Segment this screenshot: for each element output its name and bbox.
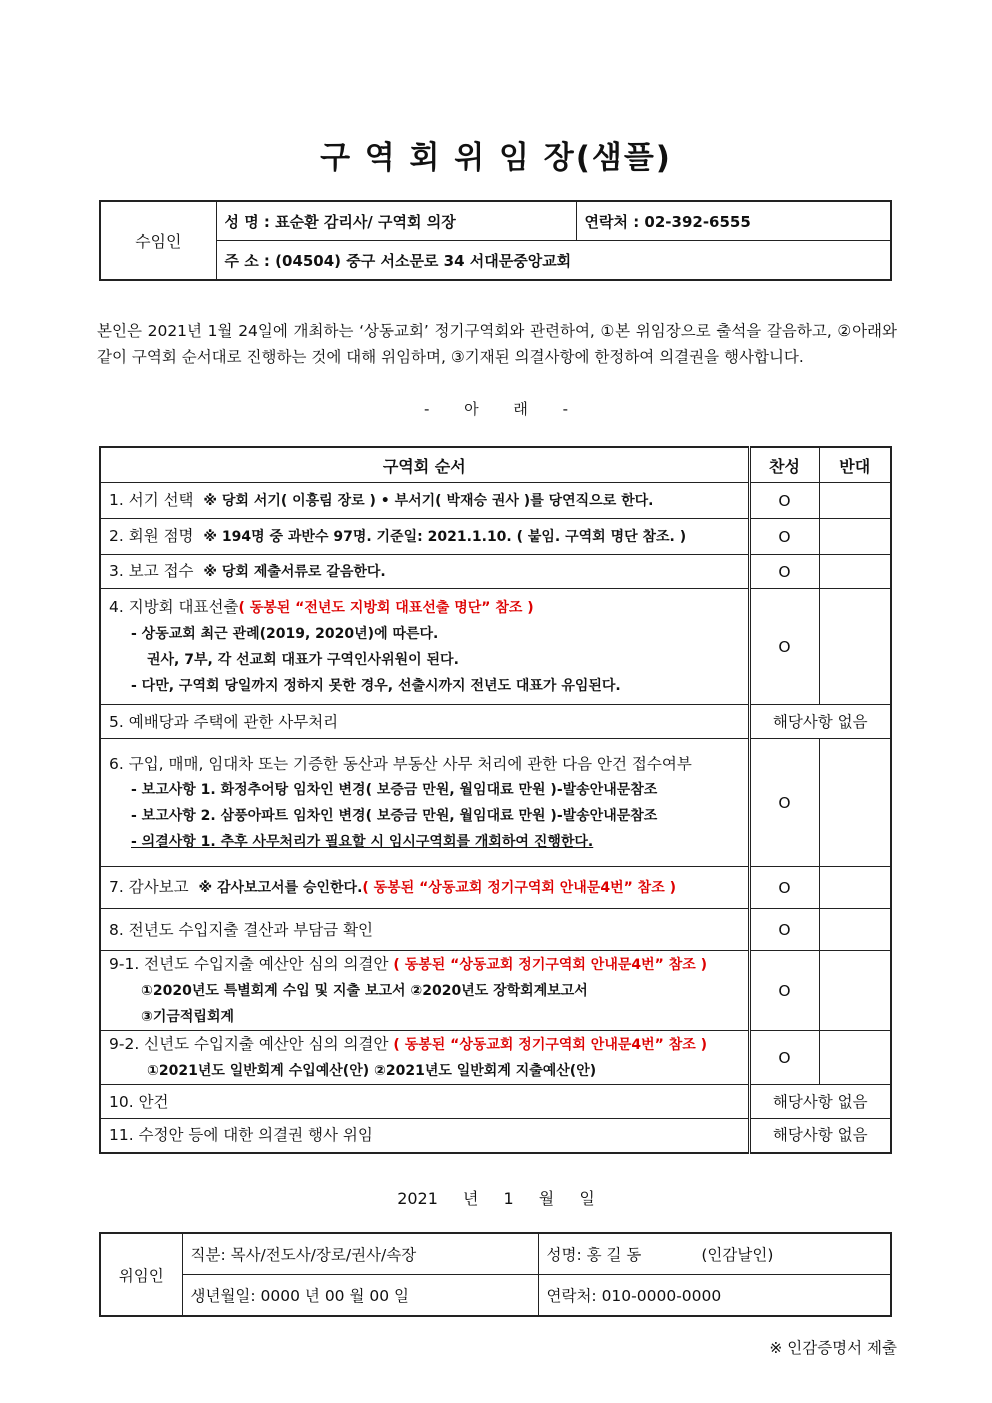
yes-mark: O — [749, 1031, 819, 1085]
item-main: 7. 감사보고 — [109, 878, 189, 896]
header-no: 반대 — [819, 447, 891, 483]
delegator-name: 성명: 홍 길 동 — [546, 1246, 642, 1264]
item-main: 4. 지방회 대표선출 — [109, 598, 239, 616]
ahrae-heading: - 아 래 - — [423, 400, 569, 418]
yes-mark: O — [749, 951, 819, 1031]
recipient-name: 성 명 : 표순환 감리사/ 구역회 의장 — [216, 201, 576, 241]
no-cell — [819, 519, 891, 555]
agenda-item — [100, 483, 749, 519]
delegator-contact: 연락처: 010-0000-0000 — [538, 1275, 891, 1317]
item-detail: ※ 194명 중 과반수 97명. 기준일: 2021.1.10. ( 붙임. 구역회 명단 참조. ) — [203, 529, 687, 545]
item-main: 9-1. 전년도 수입지출 예산안 심의 의결안 — [109, 955, 389, 973]
recipient-table — [99, 200, 892, 281]
yes-mark: O — [749, 483, 819, 519]
item-detail: ※ 당회 서기( 이흥림 장로 ) • 부서기( 박재승 권사 )를 당연직으로 한다. — [203, 493, 654, 509]
agenda-item — [100, 909, 749, 951]
item-sub: - 보고사항 1. 화정추어탕 임차인 변경( 보증금 만원, 월임대료 만원 )-발송안내문참조 — [131, 781, 658, 798]
item-main: 6. 구입, 매매, 임대차 또는 기증한 동산과 부동산 사무 처리에 관한 다음 안건 접수여부 — [109, 754, 692, 773]
yes-mark: O — [749, 519, 819, 555]
recipient-address: 주 소 : (04504) 중구 서소문로 34 서대문중앙교회 — [216, 241, 891, 281]
header-yes: 찬성 — [749, 447, 819, 483]
not-applicable: 해당사항 없음 — [749, 1119, 891, 1153]
delegator-name-cell — [538, 1233, 891, 1275]
no-cell — [819, 951, 891, 1031]
item-main: 3. 보고 접수 — [109, 562, 194, 580]
agenda-table — [99, 446, 892, 1154]
agenda-item — [100, 555, 749, 589]
no-cell — [819, 867, 891, 909]
no-cell — [819, 1031, 891, 1085]
header-order: 구역회 순서 — [100, 447, 749, 483]
recipient-contact: 연락처 : 02-392-6555 — [576, 201, 891, 241]
item-sub: ①2021년도 일반회계 수입예산(안) ②2021년도 일반회계 지출예산(안) — [147, 1063, 597, 1079]
item-sub: ①2020년도 특별회계 수입 및 지출 보고서 ②2020년도 장학회계보고서 — [141, 983, 588, 999]
agenda-item — [100, 1119, 749, 1153]
intro-paragraph: 본인은 2021년 1월 24일에 개최하는 ‘상동교회’ 정기구역회와 관련하여, ①본 위임장으로 출석을 갈음하고, ②아래와 같이 구역회 순서대로 진행하는 것에 대해 위임하며, ③기재된 의결사항에 한정하여 의결권을 행사합니다. — [97, 322, 897, 366]
seal-stamp: (인감날인) — [701, 1246, 774, 1264]
item-main: 8. 전년도 수입지출 결산과 부담금 확인 — [109, 920, 374, 939]
no-cell — [819, 555, 891, 589]
agenda-item — [100, 1085, 749, 1119]
item-main: 1. 서기 선택 — [109, 491, 194, 509]
delegator-birth: 생년월일: 0000 년 00 월 00 일 — [182, 1275, 538, 1317]
signing-date: 2021 년 1 월 일 — [397, 1189, 595, 1208]
item-main: 2. 회원 점명 — [109, 527, 194, 545]
yes-mark: O — [749, 909, 819, 951]
item-main: 9-2. 신년도 수입지출 예산안 심의 의결안 — [109, 1035, 389, 1053]
item-sub: - 보고사항 2. 삼풍아파트 임차인 변경( 보증금 만원, 월임대료 만원 )-발송안내문참조 — [131, 807, 658, 824]
footer-note: ※ 인감증명서 제출 — [769, 1339, 897, 1357]
no-cell — [819, 739, 891, 867]
item-reference: ( 동봉된 “상동교회 정기구역회 안내문4번” 참조 ) — [393, 957, 708, 973]
item-main: 11. 수정안 등에 대한 의결권 행사 위임 — [109, 1126, 373, 1145]
yes-mark: O — [749, 867, 819, 909]
item-main: 10. 안건 — [109, 1092, 169, 1111]
delegator-position: 직분: 목사/전도사/장로/권사/속장 — [182, 1233, 538, 1275]
agenda-item — [100, 705, 749, 739]
item-sub: - 다만, 구역회 당일까지 정하지 못한 경우, 선출시까지 전년도 대표가 유임된다. — [131, 678, 621, 694]
item-sub: - 상동교회 최근 관례(2019, 2020년)에 따른다. — [131, 626, 439, 642]
yes-mark: O — [749, 555, 819, 589]
agenda-item — [100, 867, 749, 909]
delegator-table — [99, 1232, 892, 1317]
page-title: 구 역 회 위 임 장(샘플) — [320, 140, 672, 176]
agenda-item — [100, 739, 749, 867]
item-sub: - 의결사항 1. 추후 사무처리가 필요할 시 임시구역회를 개회하여 진행한다. — [131, 833, 594, 850]
yes-mark: O — [749, 739, 819, 867]
agenda-item — [100, 589, 749, 705]
item-detail: ※ 당회 제출서류로 갈음한다. — [203, 564, 386, 580]
agenda-item — [100, 519, 749, 555]
agenda-item — [100, 1031, 749, 1085]
item-sub: ③기금적립회계 — [141, 1009, 234, 1025]
item-reference: ( 동봉된 “전년도 지방회 대표선출 명단” 참조 ) — [238, 600, 534, 616]
no-cell — [819, 589, 891, 705]
item-detail: ※ 감사보고서를 승인한다. — [198, 880, 363, 896]
agenda-item — [100, 951, 749, 1031]
item-main: 5. 예배당과 주택에 관한 사무처리 — [109, 712, 339, 731]
item-reference: ( 동봉된 “상동교회 정기구역회 안내문4번” 참조 ) — [362, 880, 677, 896]
item-reference: ( 동봉된 “상동교회 정기구역회 안내문4번” 참조 ) — [393, 1037, 708, 1053]
not-applicable: 해당사항 없음 — [749, 705, 891, 739]
delegator-label: 위임인 — [100, 1233, 182, 1316]
item-sub: 권사, 7부, 각 선교회 대표가 구역인사위원이 된다. — [147, 652, 459, 668]
recipient-label: 수임인 — [100, 201, 216, 280]
no-cell — [819, 909, 891, 951]
yes-mark: O — [749, 589, 819, 705]
no-cell — [819, 483, 891, 519]
not-applicable: 해당사항 없음 — [749, 1085, 891, 1119]
